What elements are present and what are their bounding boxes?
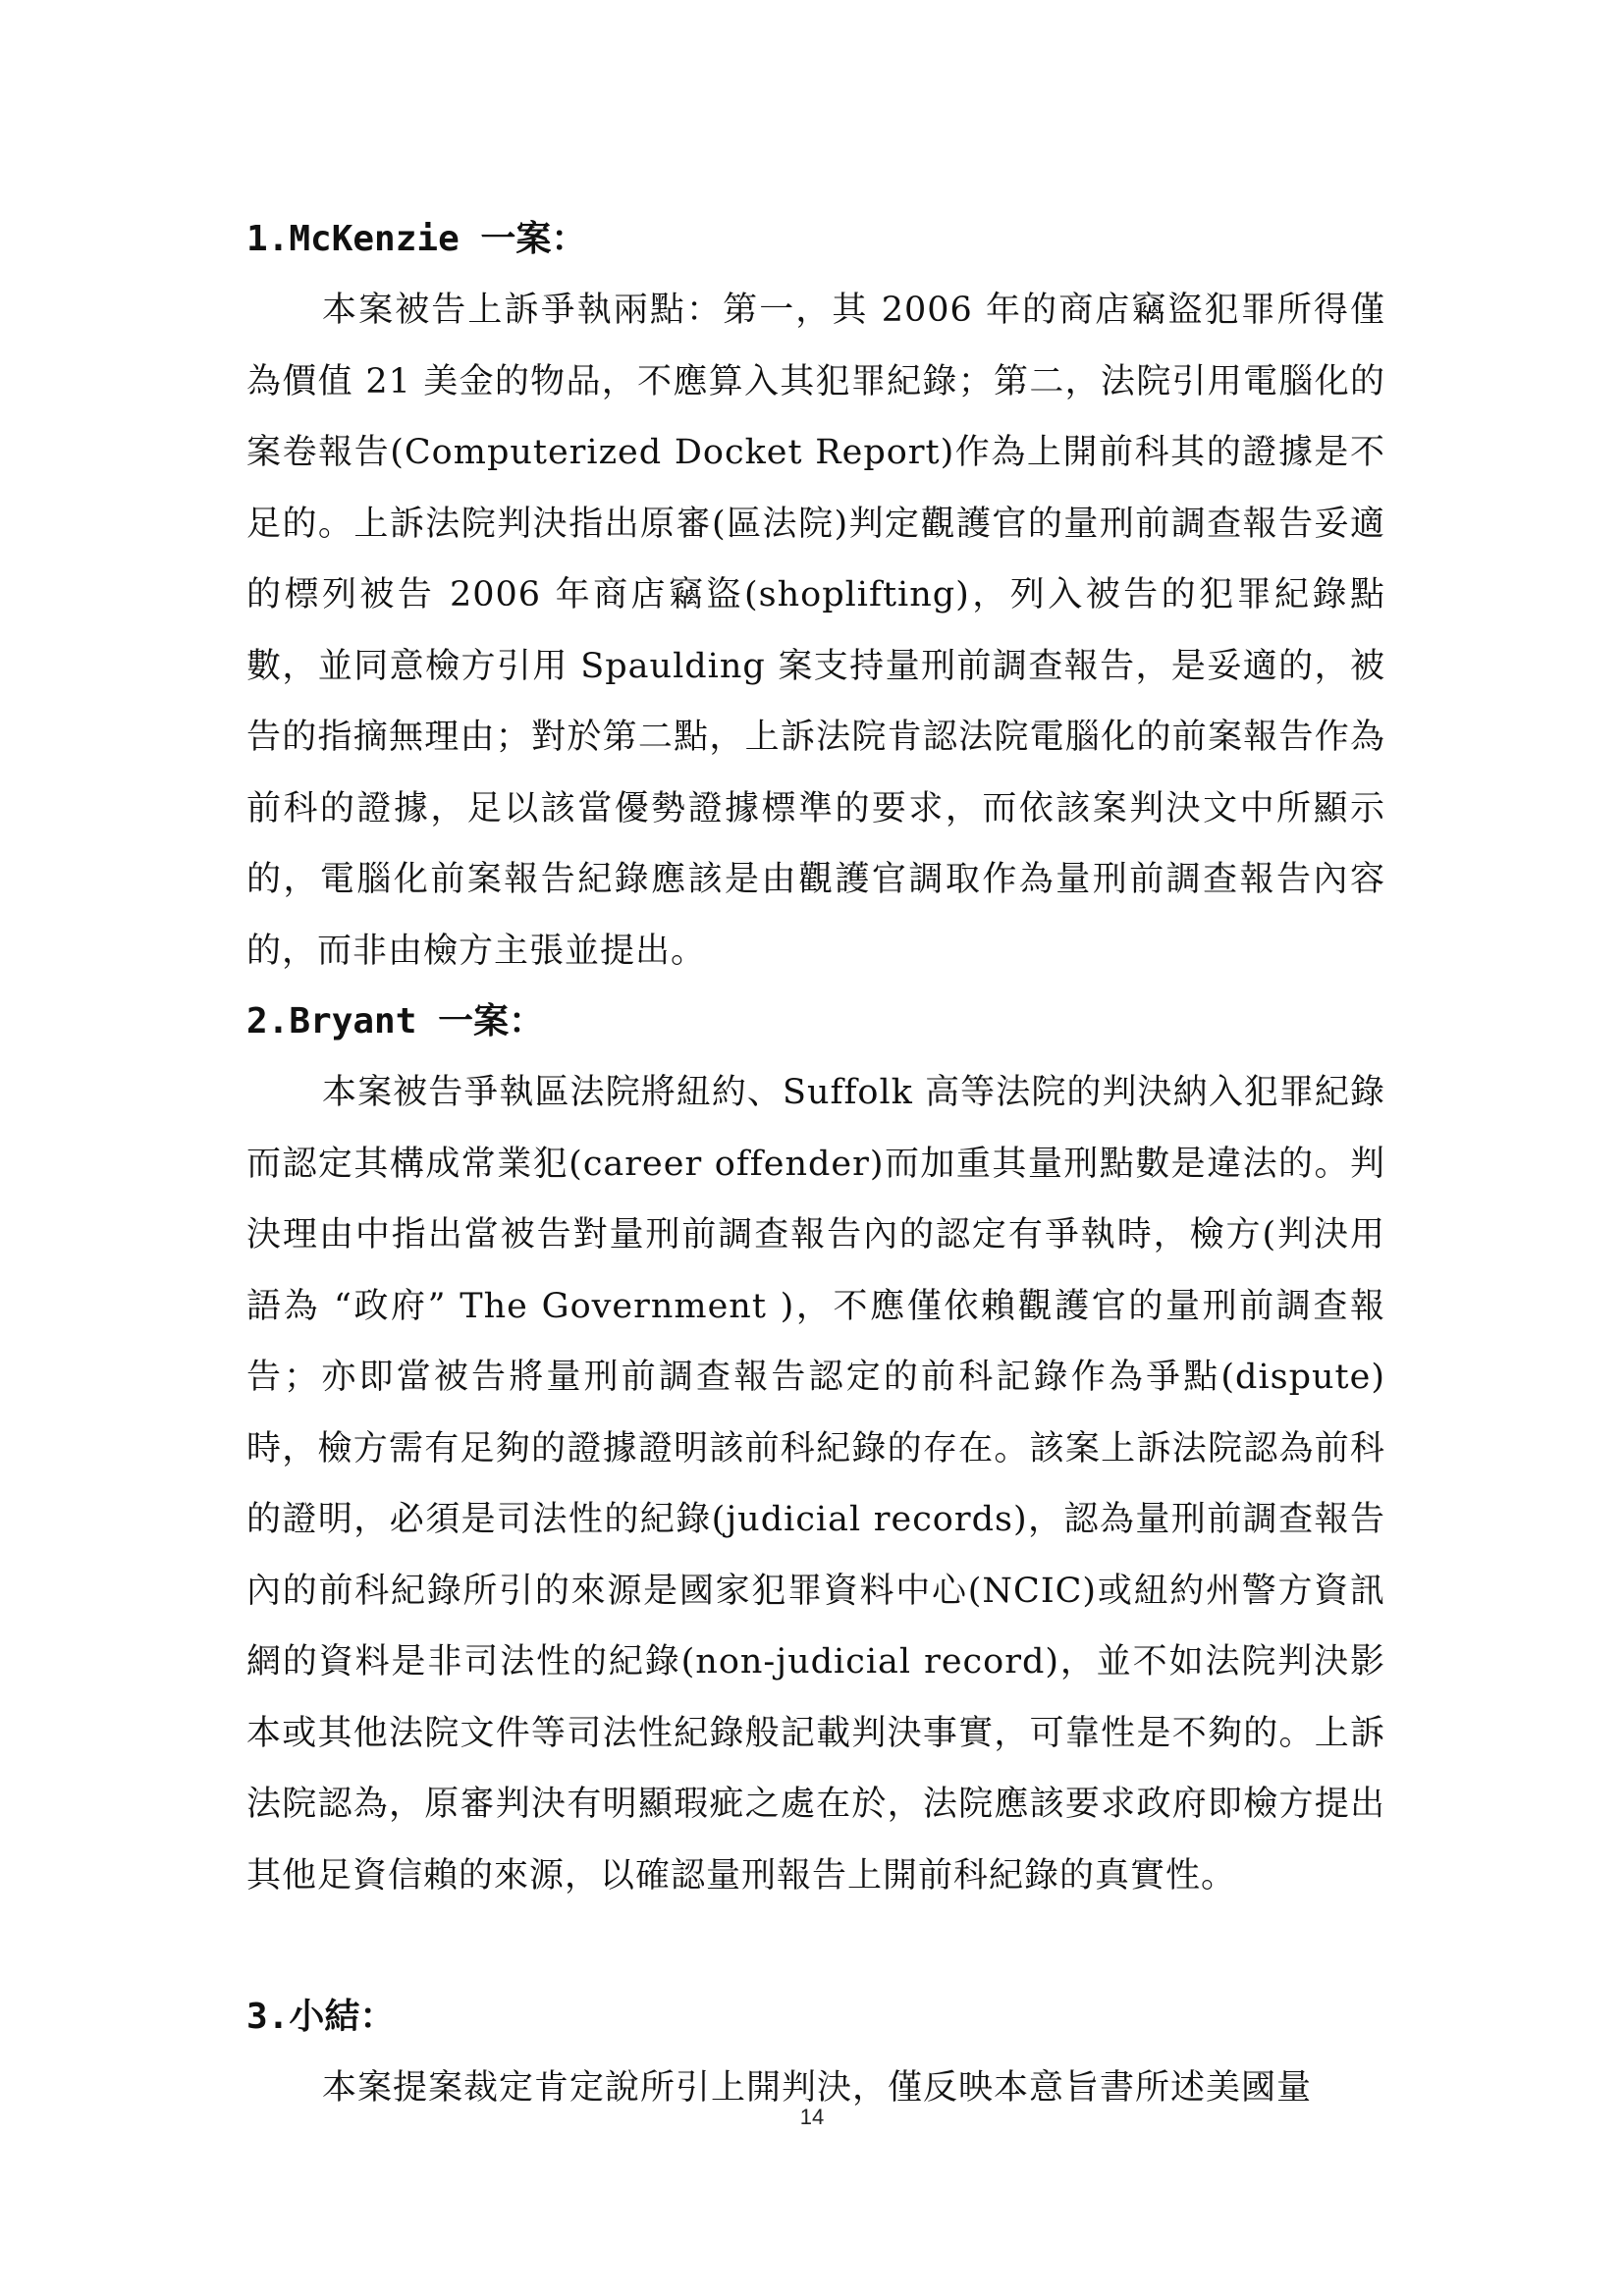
- section-heading-bryant: 2.Bryant 一案：: [246, 1001, 545, 1041]
- section-paragraph-bryant: 本案被告爭執區法院將紐約、Suffolk 高等法院的判決納入犯罪紀錄而認定其構成常業犯(career offender)而加重其量刑點數是違法的。判決理由中指出當被告對量刑前調查報告內的認定有爭執時，檢方(判決用語為 “政府” The Government )，不應僅依賴觀護官的量刑前調查報告；亦即當被告將量刑前調查報告認定的前科記錄作為爭點(dispute)時，檢方需有足夠的證據證明該前科紀錄的存在。該案上訴法院認為前科的證明，必須是司法性的紀錄(judicial records)，認為量刑前調查報告內的前科紀錄所引的來源是國家犯罪資料中心(NCIC)或紐約州警方資訊網的資料是非司法性的紀錄(non-judicial record)，並不如法院判決影本或其他法院文件等司法性紀錄般記載判決事實，可靠性是不夠的。上訴法院認為，原審判決有明顯瑕疵之處在於，法院應該要求政府即檢方提出其他足資信賴的來源，以確認量刑報告上開前科紀錄的真實性。: [246, 1073, 1385, 1896]
- section-paragraph-summary: 本案提案裁定肯定說所引上開判決，僅反映本意旨書所述美國量: [322, 2068, 1313, 2108]
- document-body: [246, 204, 1385, 2123]
- section-heading-summary: 3.小結：: [246, 1997, 396, 2037]
- section-heading-mckenzie: 1.McKenzie 一案：: [246, 219, 587, 259]
- section-paragraph-mckenzie: 本案被告上訴爭執兩點：第一，其 2006 年的商店竊盜犯罪所得僅為價值 21 美金的物品，不應算入其犯罪紀錄；第二，法院引用電腦化的案卷報告(Computerized Docket Report)作為上開前科其的證據是不足的。上訴法院判決指出原審(區法院)判定觀護官的量刑前調查報告妥適的標列被告 2006 年商店竊盜(shoplifting)，列入被告的犯罪紀錄點數，並同意檢方引用 Spaulding 案支持量刑前調查報告，是妥適的，被告的指摘無理由；對於第二點，上訴法院肯認法院電腦化的前案報告作為前科的證據，足以該當優勢證據標準的要求，而依該案判決文中所顯示的，電腦化前案報告紀錄應該是由觀護官調取作為量刑前調查報告內容的，而非由檢方主張並提出。: [246, 291, 1385, 971]
- page-number: 14: [799, 2105, 825, 2129]
